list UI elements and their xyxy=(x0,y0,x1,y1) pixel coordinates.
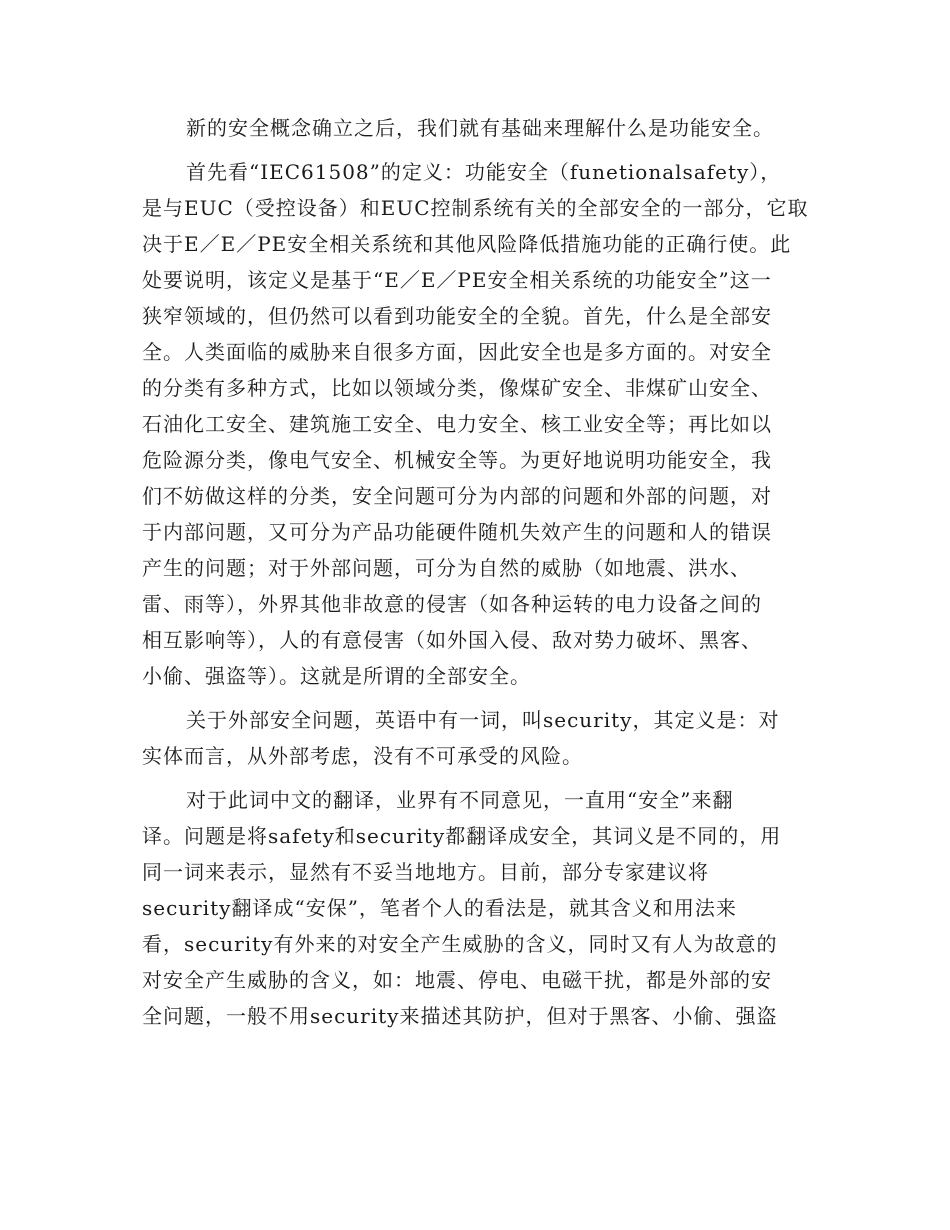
paragraph-line: 于内部问题，又可分为产品功能硬件随机失效产生的问题和人的错误 xyxy=(142,520,772,544)
paragraph-line: 处要说明，该定义是基于“E／E／PE安全相关系统的功能安全”这一 xyxy=(142,268,772,292)
paragraph-line: 关于外部安全问题，英语中有一词，叫security，其定义是：对 xyxy=(186,708,780,732)
paragraph-line: 决于E／E／PE安全相关系统和其他风险降低措施功能的正确行使。此 xyxy=(142,232,792,256)
paragraph-security-definition xyxy=(142,702,814,774)
paragraph-line: 的分类有多种方式，比如以领域分类，像煤矿安全、非煤矿山安全、 xyxy=(142,376,772,400)
paragraph-line: 是与EUC（受控设备）和EUC控制系统有关的全部安全的一部分，它取 xyxy=(142,196,809,220)
paragraph-line: 相互影响等），人的有意侵害（如外国入侵、敌对势力破坏、黑客、 xyxy=(142,628,762,652)
paragraph-line: security翻译成“安保”，笔者个人的看法是，就其含义和用法来 xyxy=(142,896,737,920)
paragraph-line: 对于此词中文的翻译，业界有不同意见，一直用“安全”来翻 xyxy=(186,788,734,812)
document-body xyxy=(142,110,814,1034)
paragraph-iec61508-definition xyxy=(142,154,814,694)
paragraph-line: 们不妨做这样的分类，安全问题可分为内部的问题和外部的问题，对 xyxy=(142,484,772,508)
paragraph-line: 看，security有外来的对安全产生威胁的含义，同时又有人为故意的 xyxy=(142,932,778,956)
paragraph-line: 对安全产生威胁的含义，如：地震、停电、电磁干扰，都是外部的安 xyxy=(142,968,772,992)
paragraph-line: 首先看“IEC61508”的定义：功能安全（funetionalsafety）， xyxy=(186,160,782,184)
paragraph-line: 产生的问题；对于外部问题，可分为自然的威胁（如地震、洪水、 xyxy=(142,556,751,580)
paragraph-line: 小偷、强盗等）。这就是所谓的全部安全。 xyxy=(142,664,531,688)
paragraph-concept-intro xyxy=(142,110,814,146)
paragraph-line: 石油化工安全、建筑施工安全、电力安全、核工业安全等；再比如以 xyxy=(142,412,772,436)
paragraph-translation-discussion xyxy=(142,782,814,1034)
paragraph-line: 实体而言，从外部考虑，没有不可承受的风险。 xyxy=(142,744,583,768)
paragraph-line: 同一词来表示，显然有不妥当地地方。目前，部分专家建议将 xyxy=(142,860,709,884)
paragraph-line: 危险源分类，像电气安全、机械安全等。为更好地说明功能安全，我 xyxy=(142,448,772,472)
paragraph-line: 新的安全概念确立之后，我们就有基础来理解什么是功能安全。 xyxy=(186,116,774,140)
paragraph-line: 全问题，一般不用security来描述其防护，但对于黑客、小偷、强盗 xyxy=(142,1004,778,1028)
paragraph-line: 全。人类面临的威胁来自很多方面，因此安全也是多方面的。对安全 xyxy=(142,340,772,364)
paragraph-line: 狭窄领域的，但仍然可以看到功能安全的全貌。首先，什么是全部安 xyxy=(142,304,772,328)
paragraph-line: 雷、雨等），外界其他非故意的侵害（如各种运转的电力设备之间的 xyxy=(142,592,762,616)
paragraph-line: 译。问题是将safety和security都翻译成安全，其词义是不同的，用 xyxy=(142,824,782,848)
